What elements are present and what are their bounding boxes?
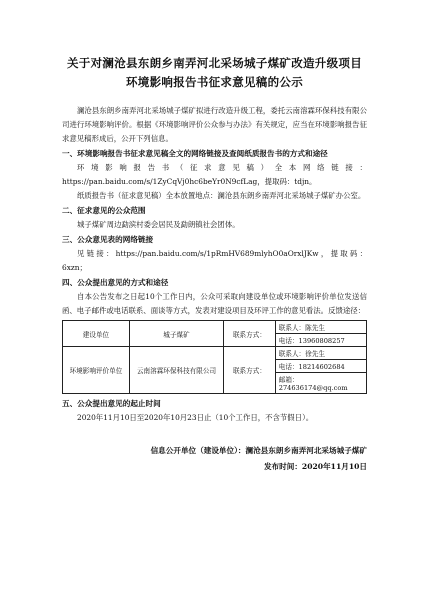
contact-person: 联系人：陈先生 xyxy=(275,321,366,334)
report-link-label: 环 境 影 响 报 告 书 （ 征 求 意 见 稿 ） 全 本 网 络 链 接 ： xyxy=(77,163,367,172)
eia-unit-name: 云南溶霖环保科技有限公司 xyxy=(129,347,223,394)
contact-email[interactable]: 邮箱：274636174@qq.com xyxy=(275,373,366,394)
survey-link-text[interactable]: 见链接：https://pan.baidu.com/s/1pRmHV689mlyhO0aOrxlJKw，提取码：6xzn； xyxy=(62,249,367,272)
eia-unit-label: 环境影响评价单位 xyxy=(63,347,130,394)
contact-phone: 电话：18214602684 xyxy=(275,360,366,373)
construction-unit-name: 城子煤矿 xyxy=(129,321,223,347)
section-4-heading: 四、公众提出意见的方式和途径 xyxy=(62,278,169,287)
comment-period-text: 2020年11月10日至2020年10月23日止（10个工作日，不含节假日）。 xyxy=(77,413,314,422)
section-2-heading: 二、征求意见的公众范围 xyxy=(62,206,146,215)
section-3-heading: 三、公众意见表的网络链接 xyxy=(62,235,154,244)
construction-unit-label: 建设单位 xyxy=(63,321,130,347)
public-scope-text: 城子煤矿周边勐滨村委会居民及勐朗镇社会团体。 xyxy=(77,220,240,229)
contact-label: 联系方式： xyxy=(224,321,276,347)
contact-person: 联系人：徐先生 xyxy=(275,347,366,360)
publisher-unit: 信息公开单位（建设单位）：澜沧县东朗乡南弄河北采场城子煤矿 xyxy=(150,446,367,455)
table-row xyxy=(63,347,367,360)
table-row xyxy=(63,321,367,334)
report-link-url[interactable]: https://pan.baidu.com/s/1ZyCqVj0hc6beYr0N9cfLag，提取码：tdjn。 xyxy=(62,177,317,186)
contact-phone: 电话：13960808257 xyxy=(275,334,366,347)
section-1-heading: 一、环境影响报告书征求意见稿全文的网络链接及查阅纸质报告书的方式和途径 xyxy=(62,149,328,158)
contact-table xyxy=(62,320,367,394)
intro-paragraph: 澜沧县东朗乡南弄河北采场城子煤矿拟进行改造升级工程，委托云南溶霖环保科技有限公司进行环境影响评价。根据《环境影响评价公众参与办法》有关规定，应当在环境影响报告征求意见稿形成后，公开下列信息。 xyxy=(62,106,367,143)
contact-label: 联系方式： xyxy=(224,347,276,394)
section-5-heading: 五、公众提出意见的起止时间 xyxy=(62,399,161,408)
title-line-2: 环境影响报告书征求意见稿的公示 xyxy=(126,75,303,89)
title-line-1: 关于对澜沧县东朗乡南弄河北采场城子煤矿改造升级项目 xyxy=(67,56,362,70)
feedback-methods-text: 自本公告发布之日起10个工作日内，公众可采取向建设单位或环境影响评价单位发送信函、电子邮件或电话联系、面谈等方式，发表对建设项目及环评工作的意见看法。反馈途径： xyxy=(62,292,367,315)
paper-report-location: 纸质报告书（征求意见稿）全本放置地点：澜沧县东朗乡南弄河北采场城子煤矿办公室。 xyxy=(77,191,366,200)
publish-date: 发布时间：2020年11月10日 xyxy=(263,462,367,471)
